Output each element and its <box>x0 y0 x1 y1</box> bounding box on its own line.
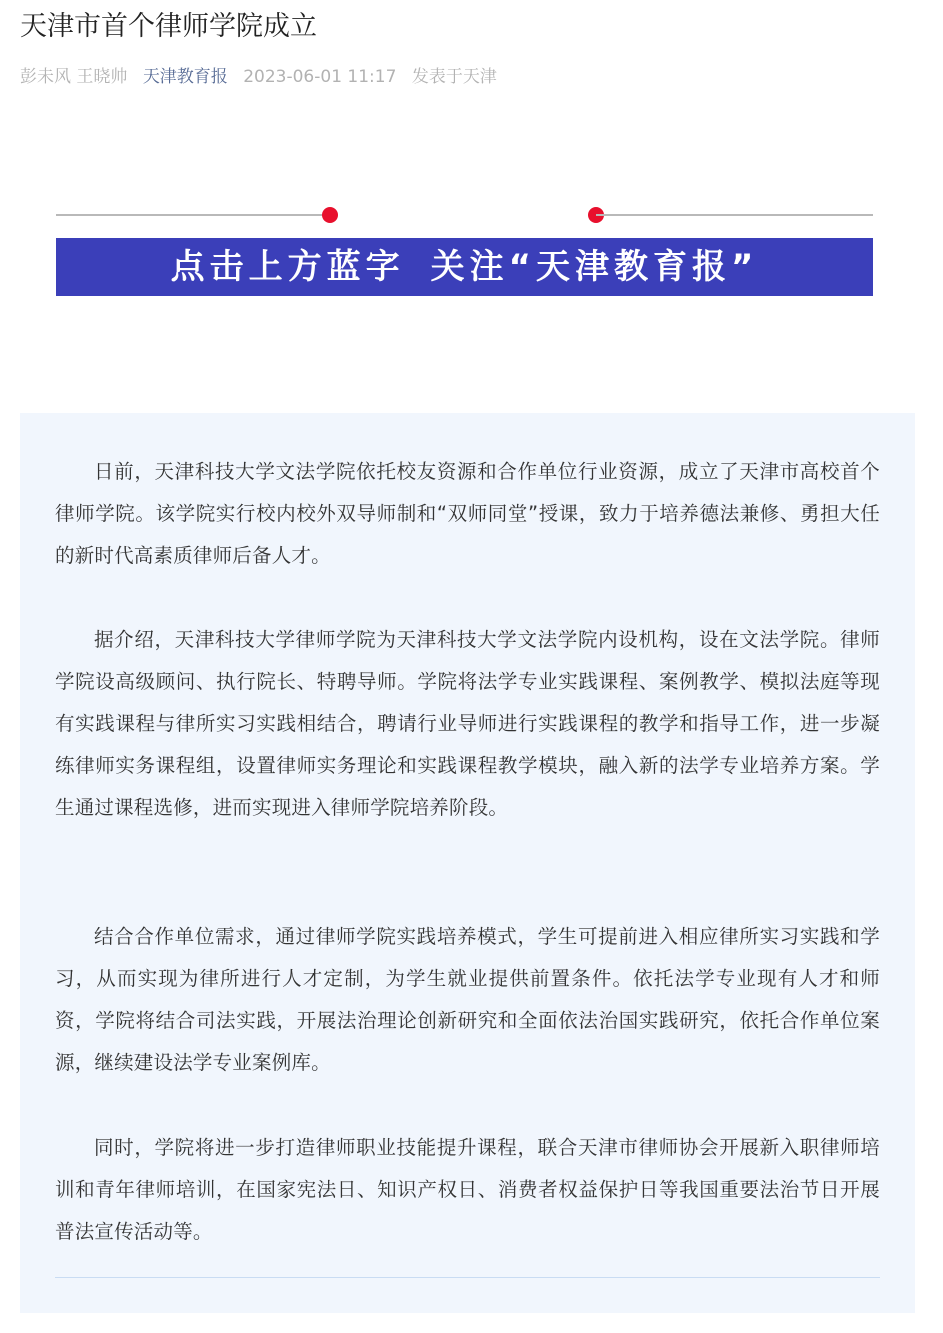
publish-location: 发表于天津 <box>411 67 497 87</box>
banner-text-click-blue: 点击上方蓝字 <box>170 247 405 287</box>
account-name-link[interactable]: 天津教育报 <box>142 67 228 87</box>
article-paragraph: 结合合作单位需求，通过律师学院实践培养模式，学生可提前进入相应律所实习实践和学习，从而实现为律所进行人才定制，为学生就业提供前置条件。依托法学专业现有人才和师资，学院将结合司法实践，开展法治理论创新研究和全面依法治国实践研究，依托合作单位案源，继续建设法学专业案例库。 <box>55 925 880 1074</box>
follow-account-banner[interactable] <box>56 238 873 296</box>
article-paragraph: 同时，学院将进一步打造律师职业技能提升课程，联合天津市律师协会开展新入职律师培训和青年律师培训，在国家宪法日、知识产权日、消费者权益保护日等我国重要法治节日开展普法宣传活动等。 <box>55 1136 880 1243</box>
article-title: 天津市首个律师学院成立 <box>20 11 317 42</box>
publish-datetime: 2023-06-01 11:17 <box>243 67 397 87</box>
article-content-box <box>20 413 915 1313</box>
content-bottom-divider <box>55 1277 880 1278</box>
article-paragraph: 据介绍，天津科技大学律师学院为天津科技大学文法学院内设机构，设在文法学院。律师学院设高级顾问、执行院长、特聘导师。学院将法学专业实践课程、案例教学、模拟法庭等现有实践课程与律所实习实践相结合，聘请行业导师进行实践课程的教学和指导工作，进一步凝练律师实务课程组，设置律师实务理论和实践课程教学模块，融入新的法学专业培养方案。学生通过课程选修，进而实现进入律师学院培养阶段。 <box>55 628 880 819</box>
divider-line-left <box>56 214 330 216</box>
divider-line-right <box>596 214 873 216</box>
article-paragraph: 日前，天津科技大学文法学院依托校友资源和合作单位行业资源，成立了天津市高校首个律师学院。该学院实行校内校外双导师制和“双师同堂”授课，致力于培养德法兼修、勇担大任的新时代高素质律师后备人才。 <box>55 460 880 567</box>
red-dot-left <box>322 207 338 223</box>
article-authors: 彭未风 王晓帅 <box>20 67 128 87</box>
banner-text-follow: 关注“天津教育报” <box>430 247 759 287</box>
article-meta <box>20 64 507 90</box>
